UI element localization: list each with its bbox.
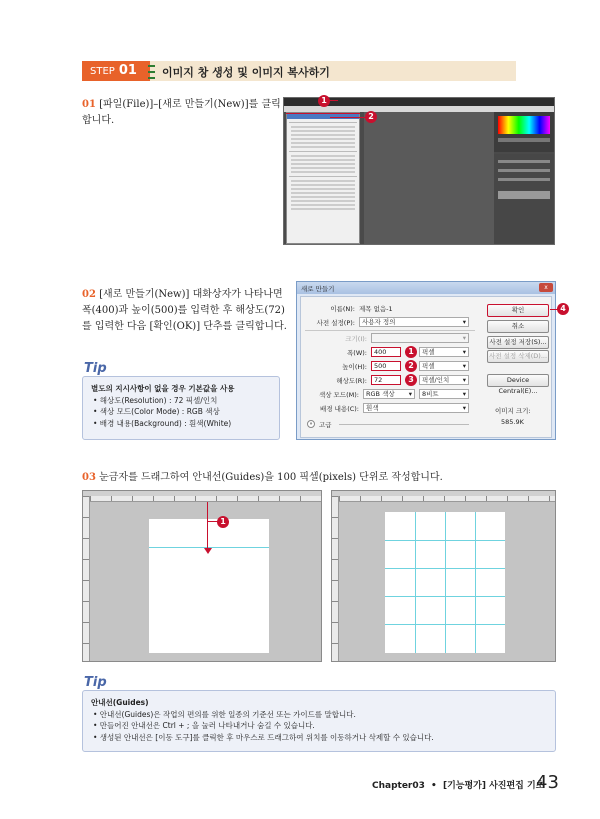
step01-text: [파일(File)]–[새로 만들기(New)]를 클릭합니다. xyxy=(82,99,281,126)
chevron-down-icon: ▾ xyxy=(462,348,466,356)
document-canvas xyxy=(149,519,269,653)
color-mode-value: RGB 색상 xyxy=(366,390,395,398)
width-input[interactable]: 400 xyxy=(371,347,401,357)
background-label: 배경 내용(C): xyxy=(320,405,359,413)
tip2-item: • 생성된 안내선은 [이동 도구]를 클릭한 후 마우스로 드래그하여 위치를 이동하거나 삭제할 수 있습니다. xyxy=(93,732,434,742)
callout-line xyxy=(330,117,365,118)
height-label: 높이(H): xyxy=(342,363,367,371)
chevron-down-icon: ▾ xyxy=(462,334,466,342)
color-mode-select[interactable] xyxy=(363,389,415,399)
step03-paragraph xyxy=(82,470,542,486)
step-mark-icon xyxy=(146,61,156,81)
tip1-label: Tip xyxy=(84,361,107,376)
guide-line[interactable] xyxy=(385,596,505,597)
guide-line[interactable] xyxy=(385,568,505,569)
chevron-down-icon: ▾ xyxy=(462,318,466,326)
callout-marker-2: 2 xyxy=(365,111,377,123)
footer-bullet: • xyxy=(431,781,437,791)
ok-button[interactable]: 확인 xyxy=(487,304,549,317)
save-preset-button[interactable]: 사전 설정 저장(S)... xyxy=(487,336,549,349)
step-number: 01 xyxy=(118,63,137,78)
callout-marker-1: 1 xyxy=(405,346,417,358)
tip2-box xyxy=(82,690,556,752)
chevron-down-icon: ▾ xyxy=(462,404,466,412)
chevron-down-icon: ▾ xyxy=(462,390,466,398)
device-central-button[interactable]: Device Central(E)... xyxy=(487,374,549,387)
photoshop-file-menu-screenshot xyxy=(283,97,555,245)
height-unit: 픽셀 xyxy=(422,362,435,370)
step01-number: 01 xyxy=(82,99,96,110)
tip2-heading: 안내선(Guides) xyxy=(91,698,149,707)
width-label: 폭(W): xyxy=(347,349,367,357)
chapter-subject: [기능평가] 사진편집 기초 xyxy=(442,781,545,791)
horizontal-ruler[interactable] xyxy=(339,496,555,502)
resolution-unit: 픽셀/인치 xyxy=(422,376,450,384)
tip1-heading: 별도의 지시사항이 없을 경우 기본값을 사용 xyxy=(91,384,235,393)
callout-marker-4: 4 xyxy=(557,303,569,315)
width-unit: 픽셀 xyxy=(422,348,435,356)
preset-label: 사전 설정(P): xyxy=(316,319,355,327)
vertical-ruler[interactable] xyxy=(332,496,339,661)
name-label: 이름(N): xyxy=(330,305,355,313)
tip2-label: Tip xyxy=(84,675,107,690)
drag-arrow xyxy=(207,502,208,550)
step02-number: 02 xyxy=(82,289,96,300)
advanced-label[interactable]: 고급 xyxy=(319,421,332,429)
tip1-item: • 색상 모드(Color Mode) : RGB 색상 xyxy=(93,407,220,416)
width-unit-select[interactable] xyxy=(419,347,469,357)
step-title: 이미지 창 생성 및 이미지 복사하기 xyxy=(162,66,330,79)
step02-paragraph xyxy=(82,287,287,335)
file-menu-dropdown xyxy=(286,112,360,244)
step01-paragraph xyxy=(82,97,282,129)
callout-line xyxy=(330,100,338,101)
bit-depth-select[interactable] xyxy=(419,389,469,399)
tip2-item: • 안내선(Guides)은 작업의 편의를 위한 일종의 기준선 또는 가이드를 말합니다. xyxy=(93,709,356,719)
step03-text: 눈금자를 드래그하여 안내선(Guides)을 100 픽셀(pixels) 단위로 작성합니다. xyxy=(99,472,443,483)
resolution-unit-select[interactable] xyxy=(419,375,469,385)
vertical-ruler[interactable] xyxy=(83,496,90,661)
chevron-down-icon: ▾ xyxy=(462,362,466,370)
resolution-input[interactable]: 72 xyxy=(371,375,401,385)
chevron-down-icon: ▾ xyxy=(408,390,412,398)
background-select[interactable] xyxy=(363,403,469,413)
guides-result-screenshot xyxy=(331,490,556,662)
footer-chapter xyxy=(372,778,544,791)
arrow-down-icon xyxy=(204,548,212,554)
tip1-item: • 배경 내용(Background) : 흰색(White) xyxy=(93,418,232,428)
step02-text: [새로 만들기(New)] 대화상자가 나타나면 폭(400)과 높이(500)를 입력한 후 해상도(72)를 입력한 다음 [확인(OK)] 단추를 클릭합니다. xyxy=(82,289,287,332)
height-unit-select[interactable] xyxy=(419,361,469,371)
color-panel xyxy=(494,112,554,152)
size-label: 크기(I): xyxy=(345,335,367,343)
image-size-label: 이미지 크기: xyxy=(495,407,531,415)
preset-value: 사용자 정의 xyxy=(362,318,396,326)
guide-line[interactable] xyxy=(385,624,505,625)
step03-number: 03 xyxy=(82,472,96,483)
ruler-drag-screenshot xyxy=(82,490,322,662)
guide-line[interactable] xyxy=(475,512,476,653)
guide-line[interactable] xyxy=(385,540,505,541)
divider xyxy=(339,424,469,425)
callout-marker-1: 1 xyxy=(318,95,330,107)
divider xyxy=(305,330,475,331)
callout-line xyxy=(286,113,360,114)
preset-select[interactable] xyxy=(359,317,469,327)
tip1-item: • 해상도(Resolution) : 72 픽셀/인치 xyxy=(93,395,218,405)
dialog-title: 새로 만들기 xyxy=(301,285,335,293)
page-number: 43 xyxy=(536,772,559,793)
image-size-value: 585.9K xyxy=(501,418,524,426)
resolution-label: 해상도(R): xyxy=(336,377,367,385)
step-label: STEP xyxy=(90,66,115,77)
chevron-down-icon: ▾ xyxy=(462,376,466,384)
background-value: 흰색 xyxy=(366,404,379,412)
document-canvas xyxy=(385,512,505,653)
callout-marker-1: 1 xyxy=(217,516,229,528)
callout-marker-3: 3 xyxy=(405,374,417,386)
tip1-box xyxy=(82,376,280,440)
bit-depth-value: 8비트 xyxy=(422,390,439,398)
callout-marker-2: 2 xyxy=(405,360,417,372)
dialog-title-bar xyxy=(297,282,555,294)
close-icon[interactable]: x xyxy=(539,283,553,292)
expand-icon[interactable]: » xyxy=(307,420,315,428)
name-value: 제목 없음-1 xyxy=(359,305,393,313)
step-badge xyxy=(82,61,150,81)
cancel-button[interactable]: 취소 xyxy=(487,320,549,333)
color-mode-label: 색상 모드(M): xyxy=(318,391,359,399)
guide-line[interactable] xyxy=(445,512,446,653)
delete-preset-button[interactable]: 사전 설정 삭제(D)... xyxy=(487,350,549,363)
new-document-dialog xyxy=(296,281,556,440)
height-input[interactable]: 500 xyxy=(371,361,401,371)
size-select[interactable] xyxy=(371,333,469,343)
adjustment-panel xyxy=(494,154,554,244)
tip2-item: • 만들어진 안내선은 Ctrl + ; 을 눌러 나타내거나 숨길 수 있습니다. xyxy=(93,721,315,730)
chapter-label: Chapter03 xyxy=(372,781,425,791)
guide-line[interactable] xyxy=(415,512,416,653)
workspace-area xyxy=(364,112,494,244)
horizontal-ruler[interactable] xyxy=(90,496,321,502)
